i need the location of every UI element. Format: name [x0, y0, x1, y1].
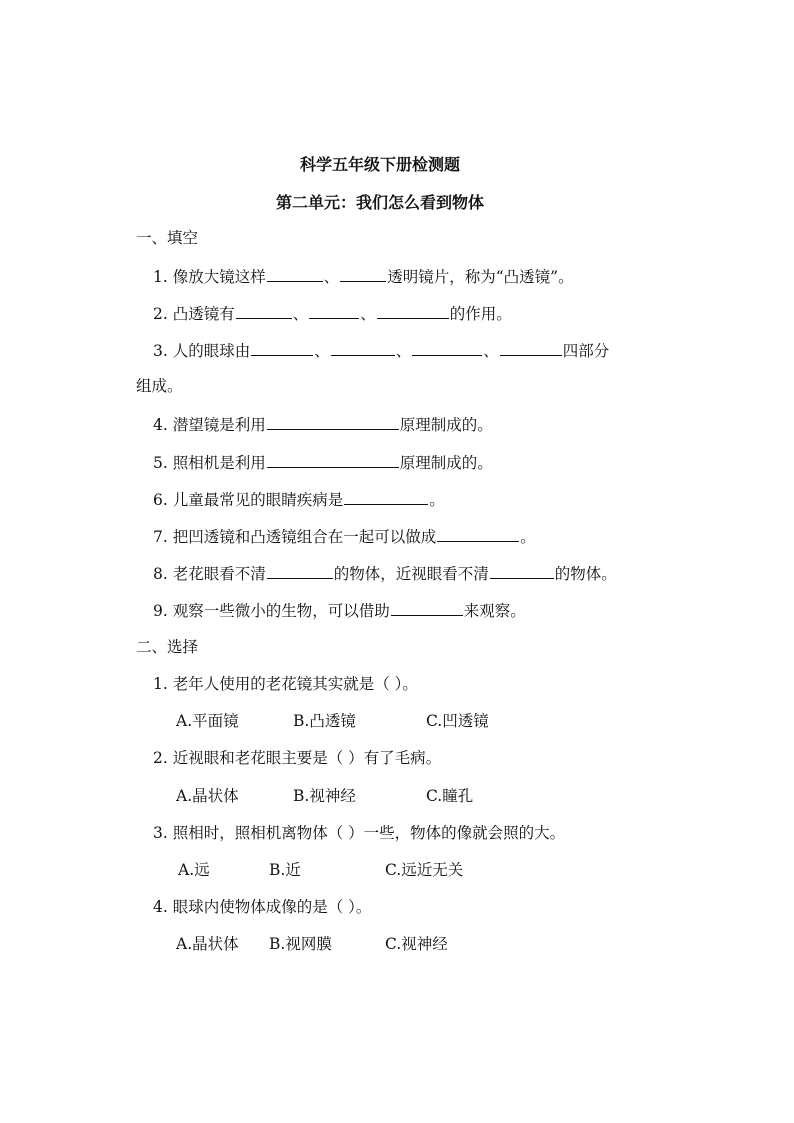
question-text: 7. 把凹透镜和凸透镜组合在一起可以做成 — [153, 528, 437, 546]
choice-question-4: 4. 眼球内使物体成像的是（ ）。 — [153, 898, 372, 916]
section-heading-fill-blank: 一、填空 — [136, 229, 199, 247]
page-title: 科学五年级下册检测题 — [299, 155, 460, 174]
answer-blank[interactable] — [251, 339, 313, 356]
question-text: 4. 潜望镜是利用 — [153, 416, 266, 434]
answer-blank[interactable] — [377, 302, 449, 319]
question-text: 8. 老花眼看不清 — [153, 565, 266, 583]
page-subtitle: 第二单元：我们怎么看到物体 — [275, 193, 484, 212]
answer-blank[interactable] — [412, 339, 482, 356]
fill-question-2 — [153, 302, 512, 324]
choice-question-1: 1. 老年人使用的老花镜其实就是（ ）。 — [153, 675, 418, 693]
choice-question-2: 2. 近视眼和老花眼主要是（ ）有了毛病。 — [153, 749, 442, 767]
answer-blank[interactable] — [340, 265, 386, 282]
answer-blank[interactable] — [267, 413, 399, 430]
question-text: 。 — [520, 528, 536, 546]
question-text: 、 — [395, 342, 412, 360]
question-text: 5. 照相机是利用 — [153, 454, 266, 472]
choice-option-b[interactable]: B.视神经 — [293, 787, 356, 805]
choice-option-a[interactable]: A.晶状体 — [176, 787, 239, 805]
choice-option-a[interactable]: A.晶状体 — [176, 935, 239, 953]
question-text: 6. 儿童最常见的眼睛疾病是 — [153, 491, 344, 509]
choice-option-c[interactable]: C.远近无关 — [385, 861, 464, 879]
question-text: 、 — [323, 268, 340, 286]
section-heading-multiple-choice: 二、选择 — [136, 638, 199, 656]
question-text: 、 — [360, 305, 376, 323]
choice-option-a[interactable]: A.平面镜 — [176, 712, 239, 730]
answer-blank[interactable] — [500, 339, 562, 356]
question-text: 四部分 — [562, 342, 610, 360]
answer-blank[interactable] — [391, 599, 463, 616]
fill-question-4 — [153, 413, 493, 435]
question-text: 3. 人的眼球由 — [153, 342, 251, 360]
fill-question-7 — [153, 525, 536, 547]
fill-question-6 — [153, 488, 445, 510]
answer-blank[interactable] — [331, 339, 395, 356]
question-text: 的物体，近视眼看不清 — [333, 565, 489, 583]
answer-blank[interactable] — [267, 265, 323, 282]
question-text: 的物体。 — [554, 565, 617, 583]
answer-blank[interactable] — [344, 488, 428, 505]
question-text: 原理制成的。 — [399, 454, 493, 472]
answer-blank[interactable] — [267, 562, 333, 579]
question-text: 。 — [429, 491, 445, 509]
choice-option-c[interactable]: C.视神经 — [385, 935, 448, 953]
answer-blank[interactable] — [309, 302, 359, 319]
question-text: 1. 像放大镜这样 — [153, 268, 266, 286]
answer-blank[interactable] — [236, 302, 292, 319]
question-text: 、 — [292, 305, 309, 323]
question-text: 、 — [483, 342, 499, 360]
question-text: 9. 观察一些微小的生物，可以借助 — [153, 602, 390, 620]
choice-option-b[interactable]: B.凸透镜 — [293, 712, 356, 730]
fill-question-8 — [153, 562, 617, 584]
answer-blank[interactable] — [490, 562, 554, 579]
question-text: 透明镜片，称为“凸透镜”。 — [387, 268, 574, 286]
choice-option-b[interactable]: B.视网膜 — [269, 935, 332, 953]
choice-option-c[interactable]: C.瞳孔 — [426, 787, 474, 805]
answer-blank[interactable] — [437, 525, 519, 542]
fill-question-1 — [153, 265, 574, 287]
question-text: 的作用。 — [449, 305, 512, 323]
fill-question-3 — [153, 339, 609, 361]
fill-question-5 — [153, 451, 493, 473]
choice-option-b[interactable]: B.近 — [269, 861, 301, 879]
question-text: 、 — [314, 342, 330, 360]
fill-question-3-continued: 组成。 — [136, 377, 183, 395]
choice-option-a[interactable]: A.远 — [178, 861, 210, 879]
choice-question-3: 3. 照相时，照相机离物体（ ）一些，物体的像就会照的大。 — [153, 824, 566, 842]
fill-question-9 — [153, 599, 526, 621]
answer-blank[interactable] — [267, 451, 399, 468]
question-text: 来观察。 — [463, 602, 526, 620]
question-text: 2. 凸透镜有 — [153, 305, 235, 323]
choice-option-c[interactable]: C.凹透镜 — [426, 712, 489, 730]
question-text: 原理制成的。 — [399, 416, 493, 434]
